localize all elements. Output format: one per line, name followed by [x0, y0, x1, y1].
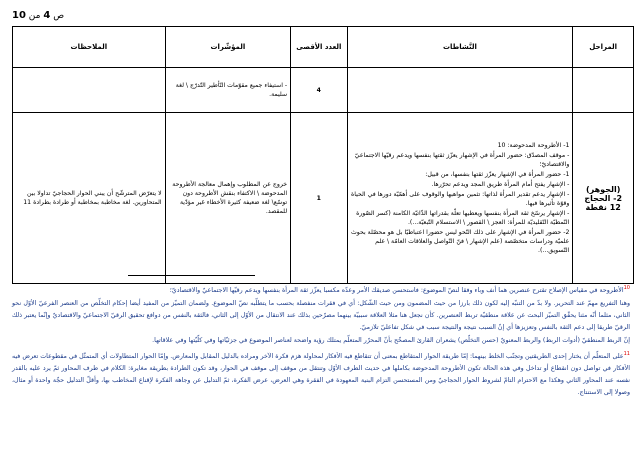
footnote-links: إنّ الربط المنطقيّ (أدوات الربط) والربط المعنويّ (حسن التخلّص) يشعران القارئ المصحّح بأنّ المحرّر المتعلّم يمتلك رؤية واضحة لعناصر الموضوع في جزئيّاتها وفي كلّيّتها وفي علاقاتها. — [152, 337, 630, 345]
activity-line: 1- الأطروحة المدحوضة: 10 — [497, 141, 570, 149]
activity-line: - الإشهار يدعم تقدير المرأة لذاتها: تثمين مواهبها والوقوف على أهمّيّة دورها في الحياة وقوّة تأثيرها فيها. — [351, 190, 570, 207]
stage-points: 12 نقطة — [585, 202, 621, 212]
footnote-text: الأطروحة في مقياس الإصلاح تقترح عنصرين هما أنف وباء وفقا لنصّ الموضوع: فاستحسن صديقك الأمر وعدّه مكسبا يعزّز ثقة المرأة بنفسها ويدعم رقيّها الاجتماعيّ والاقتصاديّ؛ — [169, 287, 624, 295]
page-prefix: ص — [53, 11, 65, 21]
activity-line: - موقف المصدّق: حضور المرأة في الإشهار يعزّز ثقتها بنفسها ويدعم رقيّها الاجتماعيّ والاقتصاديّ؛ — [354, 151, 570, 168]
page-number — [12, 10, 64, 21]
footnote-ref: 11 — [623, 351, 630, 358]
activity-line: - الإشهار يفتح أمام المرأة طريق المجد ويدعم تحرّرها. — [431, 180, 570, 188]
table-row — [13, 113, 634, 284]
footnote-11 — [12, 348, 630, 399]
row2-activities — [347, 113, 573, 284]
row1-max-number: 4 — [291, 68, 347, 113]
activity-line: 2- حضور المرأة في الإشهار على ذلك النّحو ليس حضورا اعتباطيّا بل هو محصّلة بحوث علميّة ودراسات متخصّصة (علم الإشهار \ فنّ التّواصل والعلاقات العامّة \ علم التّسويق...). — [350, 228, 570, 254]
footnote-separator — [128, 275, 255, 276]
row2-notes: لا يتعرّض المترشّح أن يبني الحوار الحجاجيّ تداولا بين المتحاورين. لغة مخاطبة بمخاطبة أو طرادة بطرادة 11 — [13, 113, 166, 284]
header-activities: النَّشاطات — [347, 27, 573, 68]
stage-subtitle: 2- الحجاج — [584, 193, 623, 203]
row1-stage — [573, 68, 634, 113]
page-current: 4 — [43, 10, 51, 21]
stage-title: (الجوهر) — [586, 184, 621, 194]
row1-notes — [13, 68, 166, 113]
footnote-text: على المتعلّم أن يختار إحدى الطريقتين وتجنّب الخلط بينهما: إمّا طريقة الحوار المتقاطع بمعنى أن تتقاطع فيه الأفكار لمحاولة هزم فكرة الآخر ومراده بالدليل المقابل والمعارض. وإمّا الحوار المتطاولات أي المتمثّل في مقطوعات تعرض فيه الأفكار في تواصل دون انقطاع أو تداخل وفي هذه الحالة تكون الأطروحة المدحوضة بكاملها في حديث الطرف الأوّل وتنتقل من موقف إلى موقف في الحوار، وقد تكون الطرادة بطريقة مغايرة: الكلام في طرف المحاور ثمّ يرد عليه بالقدر نفسه عند المحاور الثاني وهكذا مع الاحترام التامّ لشروط الحوار الحجاجيّ ومن المستحسن التزام البنية المعهودة في الفقرة وهي العرض، عرض الفكرة، ثمّ التدليل عن وجاهة الفكرة لإقناع المخاطب بها، وأقلّ التدليل حجّة واحدة أو مثال، وصولا إلى الاستنتاج. — [12, 353, 630, 397]
page-total: 10 — [12, 10, 26, 21]
activity-line: 1- حضور المرأة في الإشهار يعزّز ثقتها بنفسها، من قبيل: — [425, 170, 570, 178]
row2-stage — [573, 113, 634, 284]
row2-max-number: 1 — [291, 113, 347, 284]
row2-indicators: خروج عن المطلوب وإهمال معالجة الأطروحة المدحوضة \ الاكتفاء بنقش الأطروحة دون توسّع\ لغة ضعيفة كثيرة الأخطاء غير مؤدّية للمقصد. — [165, 113, 290, 284]
footnote-10-continued: وهنا التفريع مهمّ عند التحرير. ولا بدّ من التنبّه إليه لكون ذلك بارزا من حيث المضمون ومن حيث الشّكل: أي في فقرات منفصلة بحسب ما يتطلّبه نصّ الموضوع. ولضمان التميّز من المفيد أيضا إحكام التخلّص من العنصر الفرعيّ الأوّل نحو الثاني، مثلما أنّه مثنا يحقّق التميّز البحث عن علاقة منطقيّة تربط العنصرين. كأن نجعل هنا مثلا العلاقة سببيّة بينهما مصرّحين بذلك عند الانتقال من الأوّل إلى الثاني، فالثقة بالنفس من دوافع تحقيق الرقيّ الاجتماعيّ والاقتصاديّ وإنّما يعتبر ذلك الرقيّ طريقا إلى دعم الثقة بالنفس وتعزيزها أي إنّ السبب نتيجة والنتيجة سبب في شكل تفاعليّ تلازميّ. — [12, 300, 630, 332]
header-indicators: المؤشّرات — [165, 27, 290, 68]
footnote-10 — [12, 282, 630, 297]
activity-line: - الإشهار يرسّخ ثقة المرأة بنفسها ويعطيها تعلّة بقدراتها الذّاتيّة الكامنة (كسر الصّورة النّمطيّة التّقليديّة للمرأة: العجز \ القصور \ الاستسلام التّبعيّة...). — [356, 209, 570, 226]
table-row — [13, 68, 634, 113]
footnotes — [12, 282, 630, 400]
header-stages: المراحل — [573, 27, 634, 68]
footnote-ref: 10 — [623, 285, 630, 291]
page-sep: من — [28, 11, 41, 21]
row1-indicators: - استيفاء جميع مقوّمات التّأطير التّدرّج \ لغة سليمة. — [165, 68, 290, 113]
row1-activities — [347, 68, 573, 113]
grading-table — [12, 26, 634, 284]
header-notes: الملاحظات — [13, 27, 166, 68]
table-header-row — [13, 27, 634, 68]
header-max-number: العدد الأقصى — [291, 27, 347, 68]
